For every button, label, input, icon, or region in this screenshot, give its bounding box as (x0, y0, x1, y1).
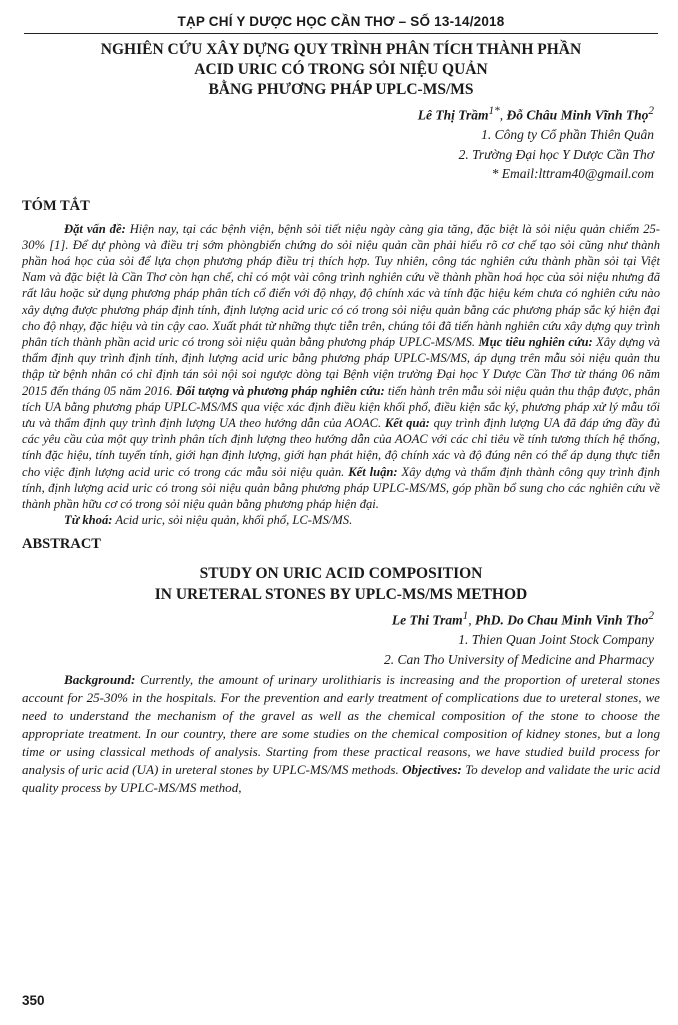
author-2-en: PhD. Do Chau Minh Vinh Tho (475, 612, 649, 628)
summary-background-text: Hiện nay, tại các bệnh viện, bệnh sỏi tiết niệu ngày càng gia tăng, đặc biệt là sỏi niệu quản chiếm 25-30% [1]. Để dự phòng và điều trị sớm phòngbiến chứng do sỏi niệu quản cần phải hiểu rõ cơ chế tạo sỏi cũng như thành phần hoá học của sỏi để lựa chọn phương pháp điều trị thích hợp. Tuy nhiên, công tác nghiên cứu thành phần sỏi tại Việt Nam và đặc biệt là Cần Thơ còn hạn chế, chỉ có một vài công trình nghiên cứu về thành phần hoá học của sỏi niệu nhưng đã rất lâu hoặc sử dụng phương pháp phân tích cổ điển với độ nhạy, độ chính xác và tính đặc hiệu kém chưa có nghiên cứu nào xây dựng được phương pháp định tính, định lượng acid uric có có trong sỏi niệu quản bằng các phương pháp sắc ký hiện đại cho độ nhạy, đặc hiệu và tin cậy cao. Xuất phát từ những thực tiễn trên, chúng tôi đã tiến hành nghiên cứu xây dựng quy trình phân tích thành phần acid uric có trong sỏi niệu quản bằng phương pháp UPLC-MS/MS. (22, 221, 660, 349)
author-2-sup: 2 (648, 105, 654, 117)
summary-conclusion-label: Kết luận: (348, 464, 398, 479)
email: * Email:lttram40@gmail.com (491, 166, 654, 181)
summary-result-label: Kết quả: (384, 415, 430, 430)
affiliation-2-en: 2. Can Tho University of Medicine and Pharmacy (384, 651, 654, 667)
author-1-en: Le Thi Tram (391, 612, 463, 628)
summary-result-text: quy trình định lượng UA đã đáp ứng đầy đủ các yêu cầu của một quy trình phân tích định lượng theo hướng dẫn của AOAC với các chỉ tiêu về tính tương thích hệ thống, tính đặc hiệu, tính tuyến tính, giới hạn định lượng, giới hạn phát hiện, độ chính xác và độ đúng nên có thể áp dụng thực tiễn cho việc định lượng acid uric có trong các mẫu sỏi niệu quản. (22, 415, 660, 479)
summary-conclusion-text: Xây dựng và thẩm định thành công quy trình định tính, định lượng acid uric có trong sỏi niệu quản bằng phương pháp UPLC-MS/MS, góp phần bổ sung cho các nghiên cứu về thành phần hữu cơ có trong sỏi niệu quản bằng phương pháp hiện đại. (22, 464, 660, 511)
article-title-vn (22, 40, 660, 100)
abstract-background-text: Currently, the amount of urinary urolithiaris is increasing and the proportion of ureteral stones account for 25-30% in the hospitals. For the prevention and early treatment of complications due to ureteral stones, we need to understand the mechanism of the gravel as well as the chemical composition of the stone to choose the appropriate treatment. In our country, there are some studies on the chemical composition of kidney stones, but a long time or using classical methods of analysis. Starting from these practical reasons, we have studied build process for analysis of uric acid (UA) in ureteral stones by UPLC-MS/MS methods. (22, 672, 660, 778)
affiliation-1-en: 1. Thien Quan Joint Stock Company (458, 632, 654, 648)
author-2-en-sup: 2 (648, 610, 654, 623)
summary-heading: TÓM TẮT (22, 197, 90, 214)
title-vn-line: BẰNG PHƯƠNG PHÁP UPLC-MS/MS (208, 81, 474, 98)
keywords-vn (64, 512, 660, 528)
title-en-line: STUDY ON URIC ACID COMPOSITION (199, 565, 483, 583)
author-1: Lê Thị Trầm (417, 107, 489, 123)
summary-method-label: Đối tượng và phương pháp nghiên cứu: (175, 383, 385, 398)
authors-vn (22, 102, 660, 184)
author-line-vn (22, 102, 654, 125)
author-1-en-sup: 1 (462, 610, 469, 623)
keywords-text: Acid uric, sỏi niệu quản, khối phổ, LC-MS/MS. (112, 513, 353, 528)
title-vn-line: NGHIÊN CỨU XÂY DỰNG QUY TRÌNH PHÂN TÍCH THÀNH PHẦN (100, 41, 582, 58)
abstract-objective-text: To develop and validate the uric acid quality process by UPLC-MS/MS method, (22, 762, 660, 796)
journal-page (22, 6, 660, 797)
abstract-heading: ABSTRACT (22, 536, 101, 553)
author-line-en (22, 607, 654, 630)
abstract-objective-label: Objectives: (402, 762, 462, 778)
keywords-label: Từ khoá: (64, 513, 113, 528)
summary-body (22, 221, 660, 513)
author-separator: , (499, 107, 507, 123)
author-2: Đỗ Châu Minh Vĩnh Thọ (506, 107, 649, 123)
summary-background-label: Đặt vấn đề: (64, 221, 126, 236)
abstract-body (22, 671, 660, 797)
summary-objective-label: Mục tiêu nghiên cứu: (478, 334, 593, 349)
page-number: 350 (22, 993, 45, 1008)
affiliation-1: 1. Công ty Cổ phần Thiên Quân (481, 127, 654, 142)
author-1-sup: 1* (488, 105, 500, 117)
author-separator-en: , (468, 612, 476, 628)
abstract-background-label: Background: (64, 672, 136, 688)
summary-method-text: tiến hành trên mẫu sỏi niệu quản thu thập được, phân tích UA bằng phương pháp UPLC-MS/MS qua việc xác định điều kiện khối phổ, điều kiện sắc ký, phương pháp xử lý mẫu tối ưu và thẩm định quy trình định lượng UA theo hướng dẫn của AOAC. (22, 383, 660, 430)
running-head: TẠP CHÍ Y DƯỢC HỌC CẦN THƠ – SỐ 13-14/2018 (24, 14, 658, 34)
title-en-line: IN URETERAL STONES BY UPLC-MS/MS METHOD (154, 586, 528, 604)
title-vn-line: ACID URIC CÓ TRONG SỎI NIỆU QUẢN (194, 61, 488, 78)
affiliation-2: 2. Trường Đại học Y Dược Cần Thơ (458, 146, 654, 162)
article-title-en (22, 563, 660, 605)
summary-objective-text: Xây dựng và thẩm định quy trình định tính, định lượng acid uric bằng phương pháp UPLC-MS/MS, áp dụng trên mẫu sỏi niệu quản thu thập từ bệnh nhân có chỉ định tán sỏi nội soi ngược dòng tại Bệnh viện trường Đại học Y Dược Cần Thơ từ tháng 06 năm 2015 đến tháng 05 năm 2016. (22, 334, 661, 398)
authors-en (22, 607, 660, 669)
